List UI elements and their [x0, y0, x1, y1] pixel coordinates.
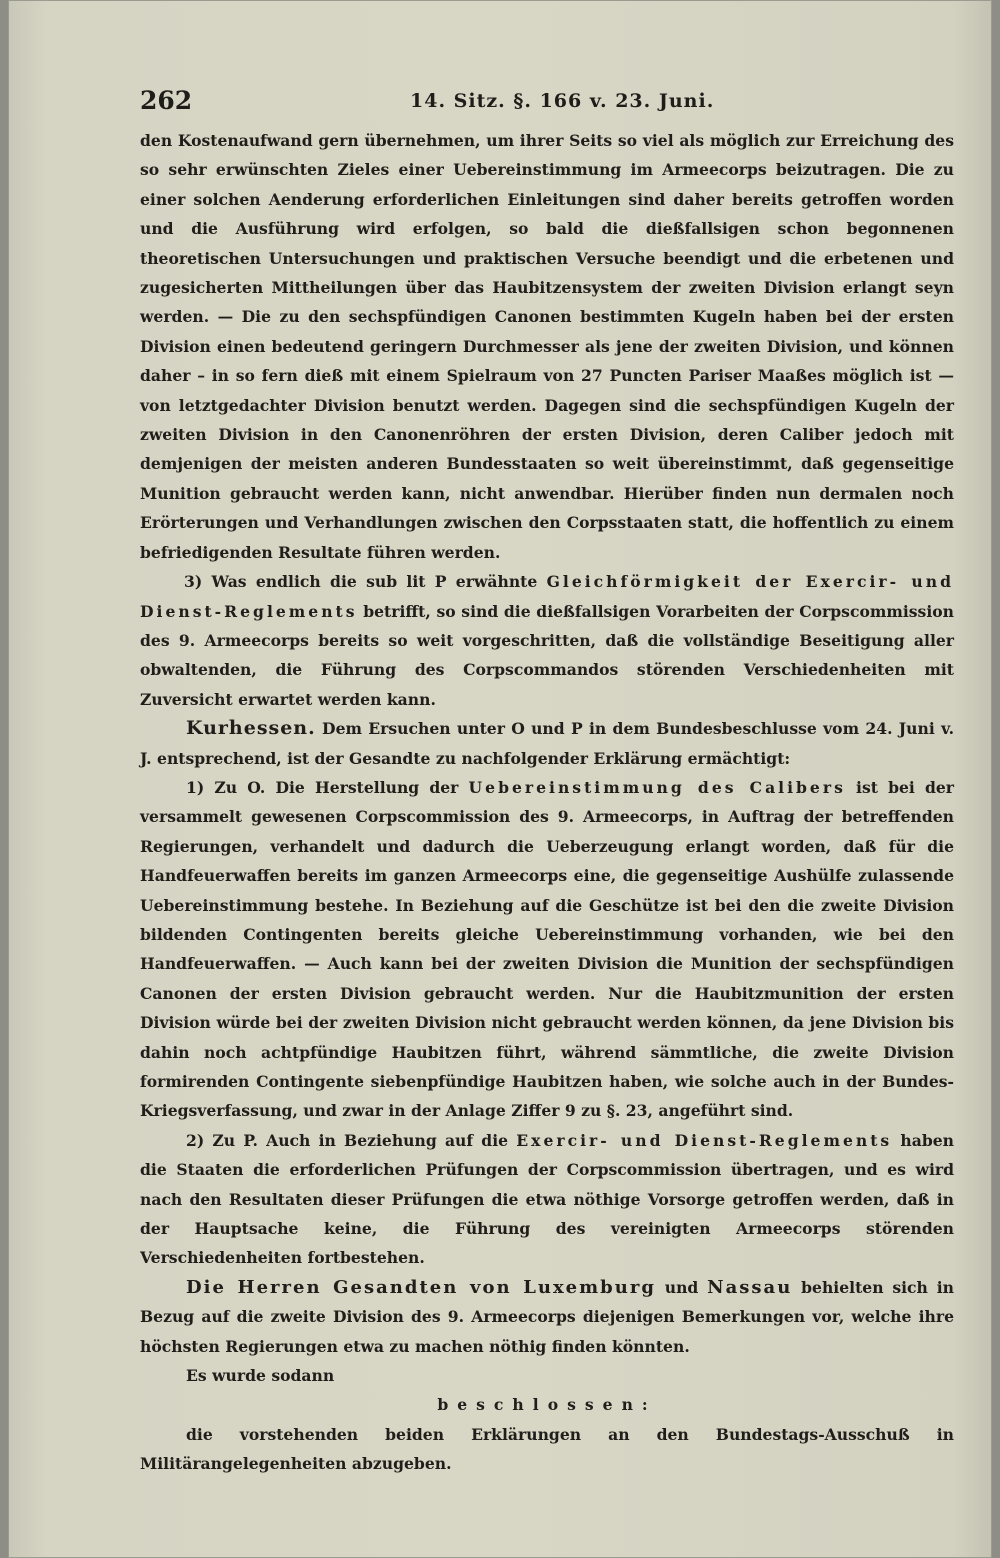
paragraph-regulations — [140, 567, 954, 714]
paragraph-continuation: behielten sich in Bezug auf die zweite Division des 9. Armeecorps diejenigen Bemerkungen vor, welche ihre höchsten Regierungen etwa zu machen nöthig finden könnten. — [140, 1277, 954, 1356]
paragraph-continuation: Dem Ersuchen unter O und P in dem Bundesbeschlusse vom 24. Juni v. J. entsprechend, ist der Gesandte zu nachfolgender Erklärung ermächtigt: — [140, 719, 954, 768]
paragraph-resolution: die vorstehenden beiden Erklärungen an den Bundestags-Ausschuß in Militärangelegenheiten abzugeben. — [140, 1424, 954, 1474]
page-body — [140, 126, 954, 1479]
paragraph-lead: 2) Zu P. Auch in Beziehung auf die — [186, 1130, 509, 1150]
section-heading-nassau: Nassau — [707, 1276, 793, 1298]
section-heading-kurhessen: Kurhessen. — [186, 717, 316, 740]
conjunction: und — [664, 1277, 699, 1297]
section-heading-luxemburg: Die Herren Gesandten von Luxemburg — [186, 1276, 656, 1298]
paragraph-resolution-intro: Es wurde sodann — [186, 1366, 335, 1386]
resolution-heading: beschlossen: — [437, 1395, 657, 1415]
paragraph-luxemburg-nassau — [140, 1273, 954, 1361]
spaced-term: Gleichförmigkeit der Exercir- und Dienst-Reglements — [140, 572, 954, 621]
paragraph-item-o — [140, 773, 954, 1126]
paragraph-continuation: betrifft, so sind die dießfallsigen Vorarbeiten der Corpscommission des 9. Armeecorps bereits so weit vorgeschritten, daß die vollständige Beseitigung aller obwaltenden, die Führung des Corpscommandos störenden Verschiedenheiten mit Zuversicht erwartet werden kann. — [140, 601, 954, 709]
paragraph-lead: 3) Was endlich die sub lit P erwähnte — [184, 572, 538, 592]
spaced-term: Exercir- und Dienst-Reglements — [516, 1130, 893, 1150]
running-head: 14. Sitz. §. 166 v. 23. Juni. — [410, 90, 715, 112]
spaced-term: Uebereinstimmung des Calibers — [468, 777, 846, 797]
paragraph-kurhessen — [140, 714, 954, 773]
paragraph-item-p — [140, 1126, 954, 1273]
page-number: 262 — [140, 86, 193, 115]
paragraph-lead: 1) Zu O. Die Herstellung der — [186, 777, 459, 797]
page-header — [140, 86, 938, 122]
book-page — [8, 0, 992, 1558]
paragraph-continuation: haben die Staaten die erforderlichen Prüfungen der Corpscommission übertragen, und es wird nach den Resultaten dieser Prüfungen die etwa nöthige Vorsorge getroffen werden, daß in der Hauptsache keine, die Führung des vereinigten Armeecorps störenden Verschiedenheiten fortbestehen. — [140, 1130, 955, 1268]
paragraph-continuation: ist bei der versammelt gewesenen Corpscommission des 9. Armeecorps, in Auftrag der betreffenden Regierungen, verhandelt und dadurch die Ueberzeugung erlangt worden, daß für die Handfeuerwaffen bereits im ganzen Armeecorps eine, die gegenseitige Aushülfe zulassende Uebereinstimmung bestehe. In Beziehung auf die Geschütze ist bei den die zweite Division bildenden Contingenten bereits gleiche Uebereinstimmung vorhanden, wie bei den Handfeuerwaffen. — Auch kann bei der zweiten Division die Munition der sechspfündigen Canonen der ersten Division gebraucht werden. Nur die Haubitzmunition der ersten Division würde bei der zweiten Division nicht gebraucht werden können, da jene Division bis dahin noch achtpfündige Haubitzen führt, während sämmtliche, die zweite Division formirenden Contingente siebenpfündige Haubitzen haben, wie solche auch in der Bundes-Kriegsverfassung, und zwar in der Anlage Ziffer 9 zu §. 23, angeführt sind. — [140, 777, 954, 1121]
paragraph-cost-division: den Kostenaufwand gern übernehmen, um ihrer Seits so viel als möglich zur Erreichung des so sehr erwünschten Zieles einer Uebereinstimmung im Armeecorps beizutragen. Die zu einer solchen Aenderung erforderlichen Einleitungen sind daher bereits getroffen worden und die Ausführung wird erfolgen, so bald die dießfallsigen schon begonnenen theoretischen Untersuchungen und praktischen Versuche beendigt und die erbetenen und zugesicherten Mittheilungen über das Haubitzensystem der zweiten Division erlangt seyn werden. — Die zu den sechspfündigen Canonen bestimmten Kugeln haben bei der ersten Division einen bedeutend geringern Durchmesser als jene der zweiten Division, und können daher – in so fern dieß mit einem Spielraum von 27 Puncten Pariser Maaßes möglich ist — von letztgedachter Division benutzt werden. Dagegen sind die sechspfündigen Kugeln der zweiten Division in den Canonenröhren der ersten Division, deren Caliber jedoch mit demjenigen der meisten anderen Bundesstaaten so weit übereinstimmt, daß gegenseitige Munition gebraucht werden kann, nicht anwendbar. Hierüber finden nun dermalen noch Erörterungen und Verhandlungen zwischen den Corpsstaaten statt, die hoffentlich zu einem befriedigenden Resultate führen werden. — [140, 131, 954, 562]
